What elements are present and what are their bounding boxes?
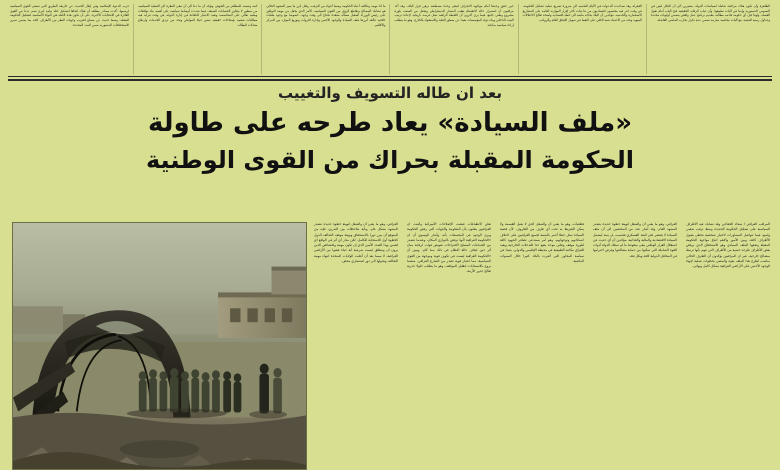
top-text-strip [0, 0, 780, 74]
top-column: حين حقق وحدها أمام مواجهة الانحراف لتبقى وحدة مصطنعة ترهن قرار البلاد، وقد أكد مراقبون أن استمرار حالة الانقسام يعقب المسار الديمقراطي ويجعل من الصعب بلورة مشروع وطني جامع، فيما يرى آخرون أن اللحظة الراهنة تمثل فرصة تاريخية لإعادة ترتيب البيت الداخلي وبناء دولة المؤسسات بعيدا عن منطق الغلبة والاستقواء بالخارج، وهو ما يتطلب إرادة سياسية صادقة. [389, 4, 517, 74]
top-column: الفقراء، وقد تصاعدت الدعوات في الأيام الماضية الى ضرورة تسريع عملية تشكيل الحكومة، في وقت حذر فيه مختصون اقتصاديون من تداعيات تأخر إقرار الموازنة العامة على المشاريع الاستثمارية والخدمية، مؤكدين أن البلاد بحاجة ماسة الى خطة اقتصادية واضحة تعالج الاختلالات البنيوية وتحد من الاعتماد شبه الكلي على النفط في تمويل الإنفاق العام والرواتب. [518, 4, 646, 74]
body-column-4: تعلن الانطباعات قبضت الإصلاحات الأميركية وأثبتت ان العراقيين يظنون بأن المقاومة والجهات التي رفض الحكومة ويرى الوجود في المجتمعات بأنه. وأشار الوسوي أن ان «الحكومة العراقية لأنها ترفض بالتوازي المكان، وعندما تتصدر من الجماعات المسلح الاقتراحات تفويض قوات لرقابة مبان أثر حين ايقاف حالة النظام في ذلك مما كان. ويبين أن «الحكومة العراقية ليست في تكوين قوية وموجهة من القوى السياسية، مما اعتبار قوية تصدر من الشارع العراقي، منضما بروح بالانسحابات لتقليل المواقف، وهو ما يتطلب حلولا جذرية تعالج جذور الأزمة. [407, 222, 491, 274]
top-column: الظاهرة وأن تكون هناك مراجعة شاملة لسياسات الدولة، مشيرين الى أن الخلل ليس في النصوص الدستورية وإنما في آليات تطبيقها، وأن غياب الرقابة الحقيقية فتح الباب أمام تغول الفساد، ولهذا فإن أي حكومة قادمة مطالبة بتقديم برنامج عمل واقعي يتضمن أولويات محددة وجداول زمنية للتنفيذ، مع آليات محاسبة صارمة تضمن عدم تكرار تجارب الماضي الفاشلة. [646, 4, 774, 74]
top-column: حزب الدعوة الإسلامية وفي إطار الحديث عن خارطة الطريق التي تسعى القوى السياسية لرسمها، أكدت مصادر مطلعة أن هناك اتجاها لتشكيل كتلة نيابية كبرى تضم عددا من القوى الفائزة في الانتخابات الأخيرة، على أن تكون هذه الكتلة هي النواة الأساسية لتشكيل الحكومة المقبلة، وسط حديث عن مساع لتقريب وجهات النظر بين الأطراف كافة بما يضمن تمرير الاستحقاقات الدستورية ضمن المدد المحددة. [9, 4, 130, 27]
headline-line-2: الحكومة المقبلة بحراك من القوى الوطنية [146, 146, 634, 174]
headline-line-1: «ملف السيادة» يعاد طرحه على طاولة [147, 108, 633, 138]
war-damage-photo [12, 222, 307, 470]
body-area [0, 222, 780, 470]
photo-block [12, 222, 307, 470]
photo-illustration [13, 223, 306, 469]
headline-block [0, 84, 780, 174]
divider-line-top [8, 76, 772, 77]
top-column: ائمة وتستند للمظاهر من الجوهر، وتؤكد أن ما دعا الى أن تبقى النظرة الى العملية السياسية من منظور لا يتجاوز الحسابات الضيقة، فيما شددت أوساط سياسية على أهمية بناء توافقات وطنية تعالي على المحاصصة وتعيد الاعتبار للكفاءة في إدارة الدولة، في وقت تتزايد فيه مطالبات شعبية بإصلاحات حقيقية تمس حياة المواطن وتحد من تردي الخدمات وارتفاع معدلات البطالة. [133, 4, 261, 74]
body-column-5: العراقي، وهو ما يعني أن والشغل لتهيئة خطوة جديدة تتصدر المشهد بشكل عام. وبأية ملاحظات بين التدرين، فإنه من المتوقع أن يبرز دورا بالاستحقاق وتهيئة موقف التحالف الدول كخطوة أول للاستجابة للكامل، لكن مدار أي أثر في الواقع أي لضمن بهذا الصدد الأمين الذي إن تكون مهمة ولخصائص الذين يرون ان وتنطلق ليست شرعية أية حياة قضوا من الأراضي العراقية، لا سيما بعد أن أعلنت الولايات المتحدة انتهاء مهمة التحالف وتحولها الى دور استشاري محض. [314, 222, 398, 263]
top-column: ما اذا مهمة وتكالف أعباء الحكومة وسط أجواء من الترقب، ولعل أبرز ما يميز المشهد الحالي هو تشابك المصالح وتقاطع الرؤى بين القوى السياسية، الأمر الذي يجعل من مهمة التوافق على رئيس الوزراء المقبل مسألة معقدة تحتاج الى وقت وجهد، خصوصا مع وجود ملفات خلافية عالقة أبرزها ملف السيادة والوجود الأجنبي وإدارة الثروات وتوزيع الموارد بين المركز والأقاليم. [261, 4, 389, 74]
body-column-2: العراقي، وهو ما يعني أن والشغل لتهيئة خطوة جديدة يتصدر المشهد العام، وقد أشار عدد من المختصين الى أن ملف السيادة لا يقتصر على البعد العسكري فحسب، بل يمتد ليشمل السيادة الاقتصادية والمالية والغذائية، مؤكدين أن أي حديث عن استقلال القرار الوطني يبقى منقوصا ما لم تمتلك الدولة أدوات القوة الشاملة التي تمكنها من حماية مصالحها وفرض احترامها في المحافل الدولية كافة وبكل ثقة. [593, 222, 677, 258]
divider-line-bottom [8, 79, 772, 81]
body-column-1: المراقب العراقي / سجاد الخفاجي وقد تشابك فيه الأطراف السياسية على تشكيل الحكومة الجديدة وسط ترقب شعبي واسع، فيما تتواصل المشاورات لاختيار شخصية تحظى بقبول الأطراف كافة. وبين الأمور والاهم اتباع مواجهة الحكومة المقبلة وضعها الملف السيادي وهو الاستحقاق الذي يرفض بعض الأطراف طرحه خشية من الأطراف التي تتهم بأنها ترتبط بمصالح خارجية، غير ان المراقبين يؤكدون أن الظرف الحالي مناسب لطرح هذا الملف بقوة والمضي بخطوات عملية لإنهاء الوجود الأجنبي على الأراضي العراقية بشكل كامل ونهائي. [686, 222, 770, 269]
kicker-text: بعد ان طاله التسويف والتغييب [278, 84, 502, 102]
body-column-3: قطعيات، وهو ما يعني أن والشغل الذي لا يقبل القسمة ولا يمكن التفريط به تحت أي ظرف من الظروف، لأن قضية السيادة تمثل خطا أحمر بالنسبة لجميع العراقيين على اختلاف انتماءاتهم وتوجهاتهم، وهو أمر يستدعي تضافر الجهود كافة لبلورة موقف وطني موحد يضع حدا للتدخلات الخارجية ويعيد للعراق مكانته الطبيعية في محيطه الإقليمي والدولي، بعيدا عن سياسة المحاور التي أضرت بالبلاد كثيرا خلال السنوات الماضية. [500, 222, 584, 263]
